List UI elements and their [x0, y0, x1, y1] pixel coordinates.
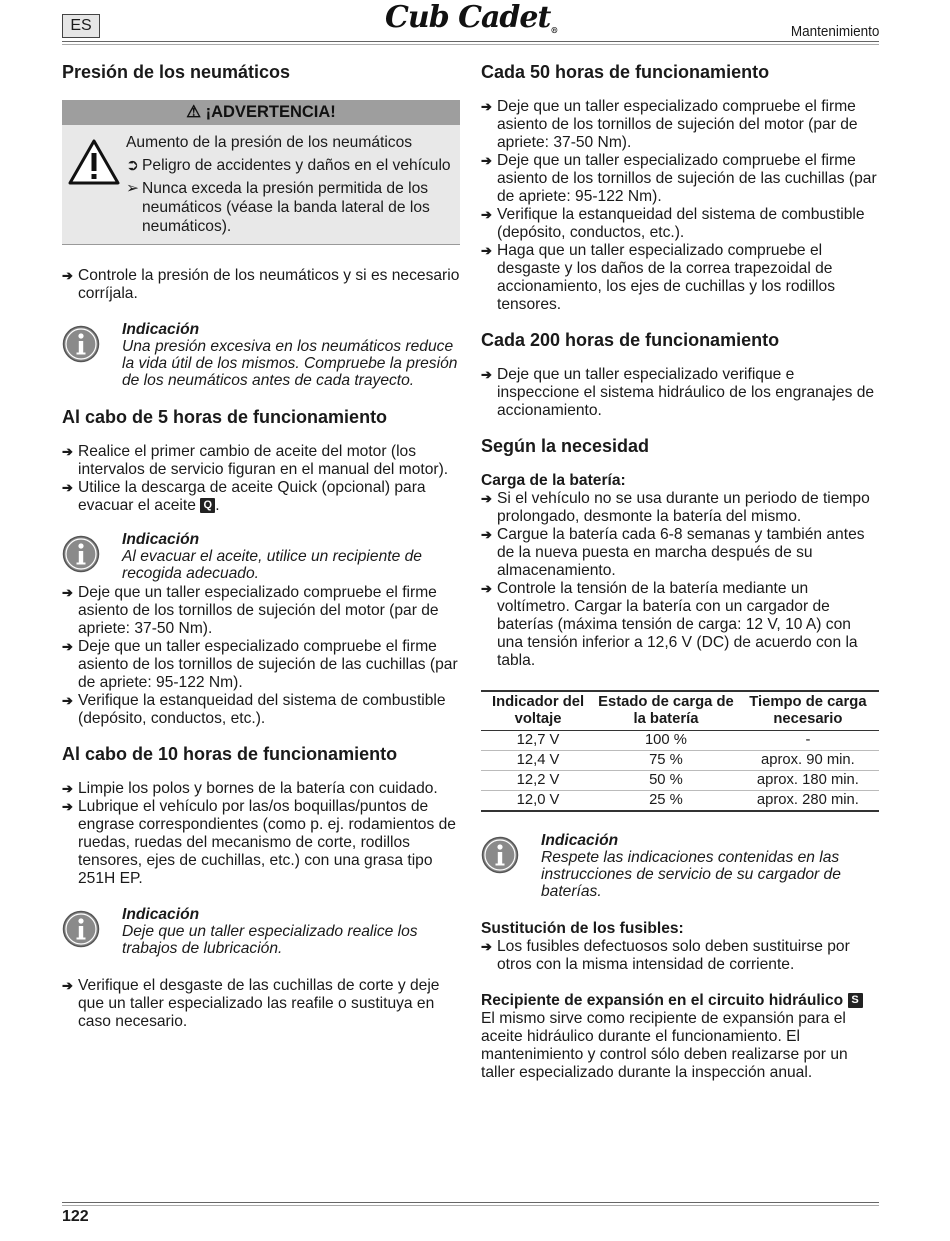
warning-action: ➢ Nunca exceda la presión permitida de los neumáticos (véase la banda lateral de los neumáticos). — [126, 180, 430, 235]
table-row — [481, 751, 879, 771]
arrow-icon: ➔ — [481, 243, 492, 258]
list-item: ➔ Realice el primer cambio de aceite del motor (los intervalos de servicio figuran en el manual del motor). — [62, 443, 449, 478]
table-header: Tiempo de carga necesario — [737, 691, 879, 731]
warning-consequence: ➲ Peligro de accidentes y daños en el vehículo — [126, 157, 451, 174]
table-row — [481, 791, 879, 812]
list-item: ➔ Verifique la estanqueidad del sistema de combustible (depósito, conductos, etc.). — [481, 206, 865, 241]
arrow-icon: ➔ — [62, 585, 73, 600]
arrow-icon: ➔ — [481, 939, 492, 954]
warning-triangle-icon — [68, 139, 120, 185]
heading-200-hours: Cada 200 horas de funcionamiento — [481, 330, 780, 350]
arrow-icon: ➔ — [62, 268, 73, 283]
list-item: ➔ Controle la presión de los neumáticos y si es necesario corríjala. — [62, 267, 460, 302]
table-cell: 100 % — [595, 731, 737, 751]
table-header: Indicador del voltaje — [481, 691, 595, 731]
table-header: Estado de carga de la batería — [595, 691, 737, 731]
header-rule — [62, 41, 879, 42]
list-item: ➔ Controle la tensión de la batería mediante un voltímetro. Cargar la batería con un cargador de baterías (máxima tensión de carga: 12 V, 10 A) con una tensión inferior a 12,6 V (DC) de acuerdo con la tabla. — [481, 580, 858, 669]
info-note — [62, 321, 460, 389]
arrow-icon: ➔ — [62, 639, 73, 654]
info-text: Deje que un taller especializado realice los trabajos de lubricación. — [122, 923, 418, 957]
arrow-icon: ➔ — [62, 480, 73, 495]
curved-arrow-icon: ➲ — [126, 157, 140, 174]
language-code: ES — [62, 14, 100, 38]
warning-subject: Aumento de la presión de los neumáticos — [126, 134, 413, 151]
expansion-tank-text: El mismo sirve como recipiente de expansión para el aceite hidráulico durante el funcionamiento. El mantenimiento y control sólo deben realizarse por un taller especializado durante la inspección anual. — [481, 1010, 848, 1081]
header-rule-secondary — [62, 44, 879, 45]
arrow-icon: ➔ — [481, 99, 492, 114]
table-cell: 12,0 V — [481, 791, 595, 812]
subheading-expansion-tank: Recipiente de expansión en el circuito hidráulico S — [481, 992, 879, 1010]
table-cell: 50 % — [595, 771, 737, 791]
info-title: Indicación — [122, 321, 200, 338]
heading-as-needed: Según la necesidad — [481, 436, 650, 456]
chevron-right-icon: ➢ — [126, 180, 140, 197]
brand-logo: Cub Cadet® — [385, 0, 558, 35]
table-cell: 12,4 V — [481, 751, 595, 771]
table-cell: 25 % — [595, 791, 737, 812]
arrow-icon: ➔ — [62, 781, 73, 796]
info-text: Respete las indicaciones contenidas en las instrucciones de servicio de su cargador de baterías. — [541, 849, 841, 900]
list-item: ➔ Deje que un taller especializado compruebe el firme asiento de los tornillos de sujeción de las cuchillas (par de apriete: 95-122 Nm). — [62, 638, 458, 691]
info-icon — [481, 836, 519, 874]
table-header-row — [481, 691, 879, 731]
info-title: Indicación — [541, 832, 619, 849]
list-item: ➔ Verifique el desgaste de las cuchillas de corte y deje que un taller especializado las reafile o sustituya en caso necesario. — [62, 977, 440, 1030]
list-item: ➔ Utilice la descarga de aceite Quick (opcional) para evacuar el aceite Q . — [62, 479, 426, 514]
footer-rule — [62, 1202, 879, 1203]
table-cell: aprox. 180 min. — [737, 771, 879, 791]
heading-tyre-pressure: Presión de los neumáticos — [62, 62, 291, 82]
info-icon — [62, 535, 100, 573]
table-row — [481, 731, 879, 751]
subheading-battery: Carga de la batería: — [481, 472, 626, 489]
table-cell: - — [737, 731, 879, 751]
list-item: ➔ Deje que un taller especializado verifique e inspeccione el sistema hidráulico de los engranajes de accionamiento. — [481, 366, 875, 419]
right-column — [481, 60, 879, 1082]
arrow-icon: ➔ — [481, 527, 492, 542]
list-item: ➔ Deje que un taller especializado compruebe el firme asiento de los tornillos de sujeción de las cuchillas (par de apriete: 95-122 Nm). — [481, 152, 877, 205]
warning-header — [62, 100, 460, 125]
list-item: ➔ Limpie los polos y bornes de la batería con cuidado. — [62, 780, 438, 797]
arrow-icon: ➔ — [481, 153, 492, 168]
info-text: Al evacuar el aceite, utilice un recipiente de recogida adecuado. — [122, 548, 422, 582]
table-cell: 75 % — [595, 751, 737, 771]
list-item: ➔ Los fusibles defectuosos solo deben sustituirse por otros con la misma intensidad de corriente. — [481, 938, 850, 973]
arrow-icon: ➔ — [62, 693, 73, 708]
section-name: Mantenimiento — [790, 23, 879, 40]
list-item: ➔ Verifique la estanqueidad del sistema de combustible (depósito, conductos, etc.). — [62, 692, 446, 727]
arrow-icon: ➔ — [481, 207, 492, 222]
info-title: Indicación — [122, 531, 200, 548]
heading-50-hours: Cada 50 horas de funcionamiento — [481, 62, 770, 82]
list-item: ➔ Si el vehículo no se usa durante un periodo de tiempo prolongado, desmonte la batería del mismo. — [481, 490, 870, 525]
info-icon — [62, 910, 100, 948]
arrow-icon: ➔ — [481, 581, 492, 596]
quick-drain-badge: Q — [200, 498, 215, 513]
list-item: ➔ Cargue la batería cada 6-8 semanas y también antes de la nueva puesta en marcha después de su almacenamiento. — [481, 526, 865, 579]
footer-rule-secondary — [62, 1205, 879, 1206]
warning-body — [62, 125, 460, 244]
info-text: Una presión excesiva en los neumáticos reduce la vida útil de los mismos. Compruebe la presión de los neumáticos antes de cada trayecto. — [122, 338, 458, 389]
arrow-icon: ➔ — [62, 978, 73, 993]
table-cell: aprox. 280 min. — [737, 791, 879, 812]
info-note — [62, 906, 460, 957]
warning-small-icon: ⚠ — [186, 103, 202, 121]
expansion-tank-badge: S — [848, 993, 863, 1008]
list-item: ➔ Deje que un taller especializado compruebe el firme asiento de los tornillos de sujeción del motor (par de apriete: 37-50 Nm). — [62, 584, 439, 637]
battery-charge-table — [481, 690, 879, 812]
info-note — [62, 531, 460, 582]
table-row — [481, 771, 879, 791]
warning-box — [62, 100, 460, 245]
info-icon — [62, 325, 100, 363]
table-cell: aprox. 90 min. — [737, 751, 879, 771]
list-item: ➔ Lubrique el vehículo por las/os boquillas/puntos de engrase correspondientes (como p. ej. rodamientos de ruedas, ruedas del mecanismo de corte, rodillos tensores, ejes de cuchillas, etc.) con una grasa tipo 251H EP. — [62, 798, 456, 887]
page-number: 122 — [62, 1208, 89, 1225]
list-item: ➔ Haga que un taller especializado compruebe el desgaste y los daños de la correa trapezoidal de accionamiento, los ejes de cuchillas y los rodillos tensores. — [481, 242, 836, 313]
table-cell: 12,7 V — [481, 731, 595, 751]
list-item: ➔ Deje que un taller especializado compruebe el firme asiento de los tornillos de sujeción del motor (par de apriete: 37-50 Nm). — [481, 98, 858, 151]
heading-5-hours: Al cabo de 5 horas de funcionamiento — [62, 407, 388, 427]
left-column — [62, 60, 460, 1031]
heading-10-hours: Al cabo de 10 horas de funcionamiento — [62, 744, 398, 764]
info-title: Indicación — [122, 906, 200, 923]
arrow-icon: ➔ — [62, 799, 73, 814]
arrow-icon: ➔ — [62, 444, 73, 459]
arrow-icon: ➔ — [481, 367, 492, 382]
table-cell: 12,2 V — [481, 771, 595, 791]
warning-title: ¡ADVERTENCIA! — [205, 103, 336, 121]
subheading-fuses: Sustitución de los fusibles: — [481, 920, 684, 937]
info-note — [481, 832, 879, 900]
arrow-icon: ➔ — [481, 491, 492, 506]
